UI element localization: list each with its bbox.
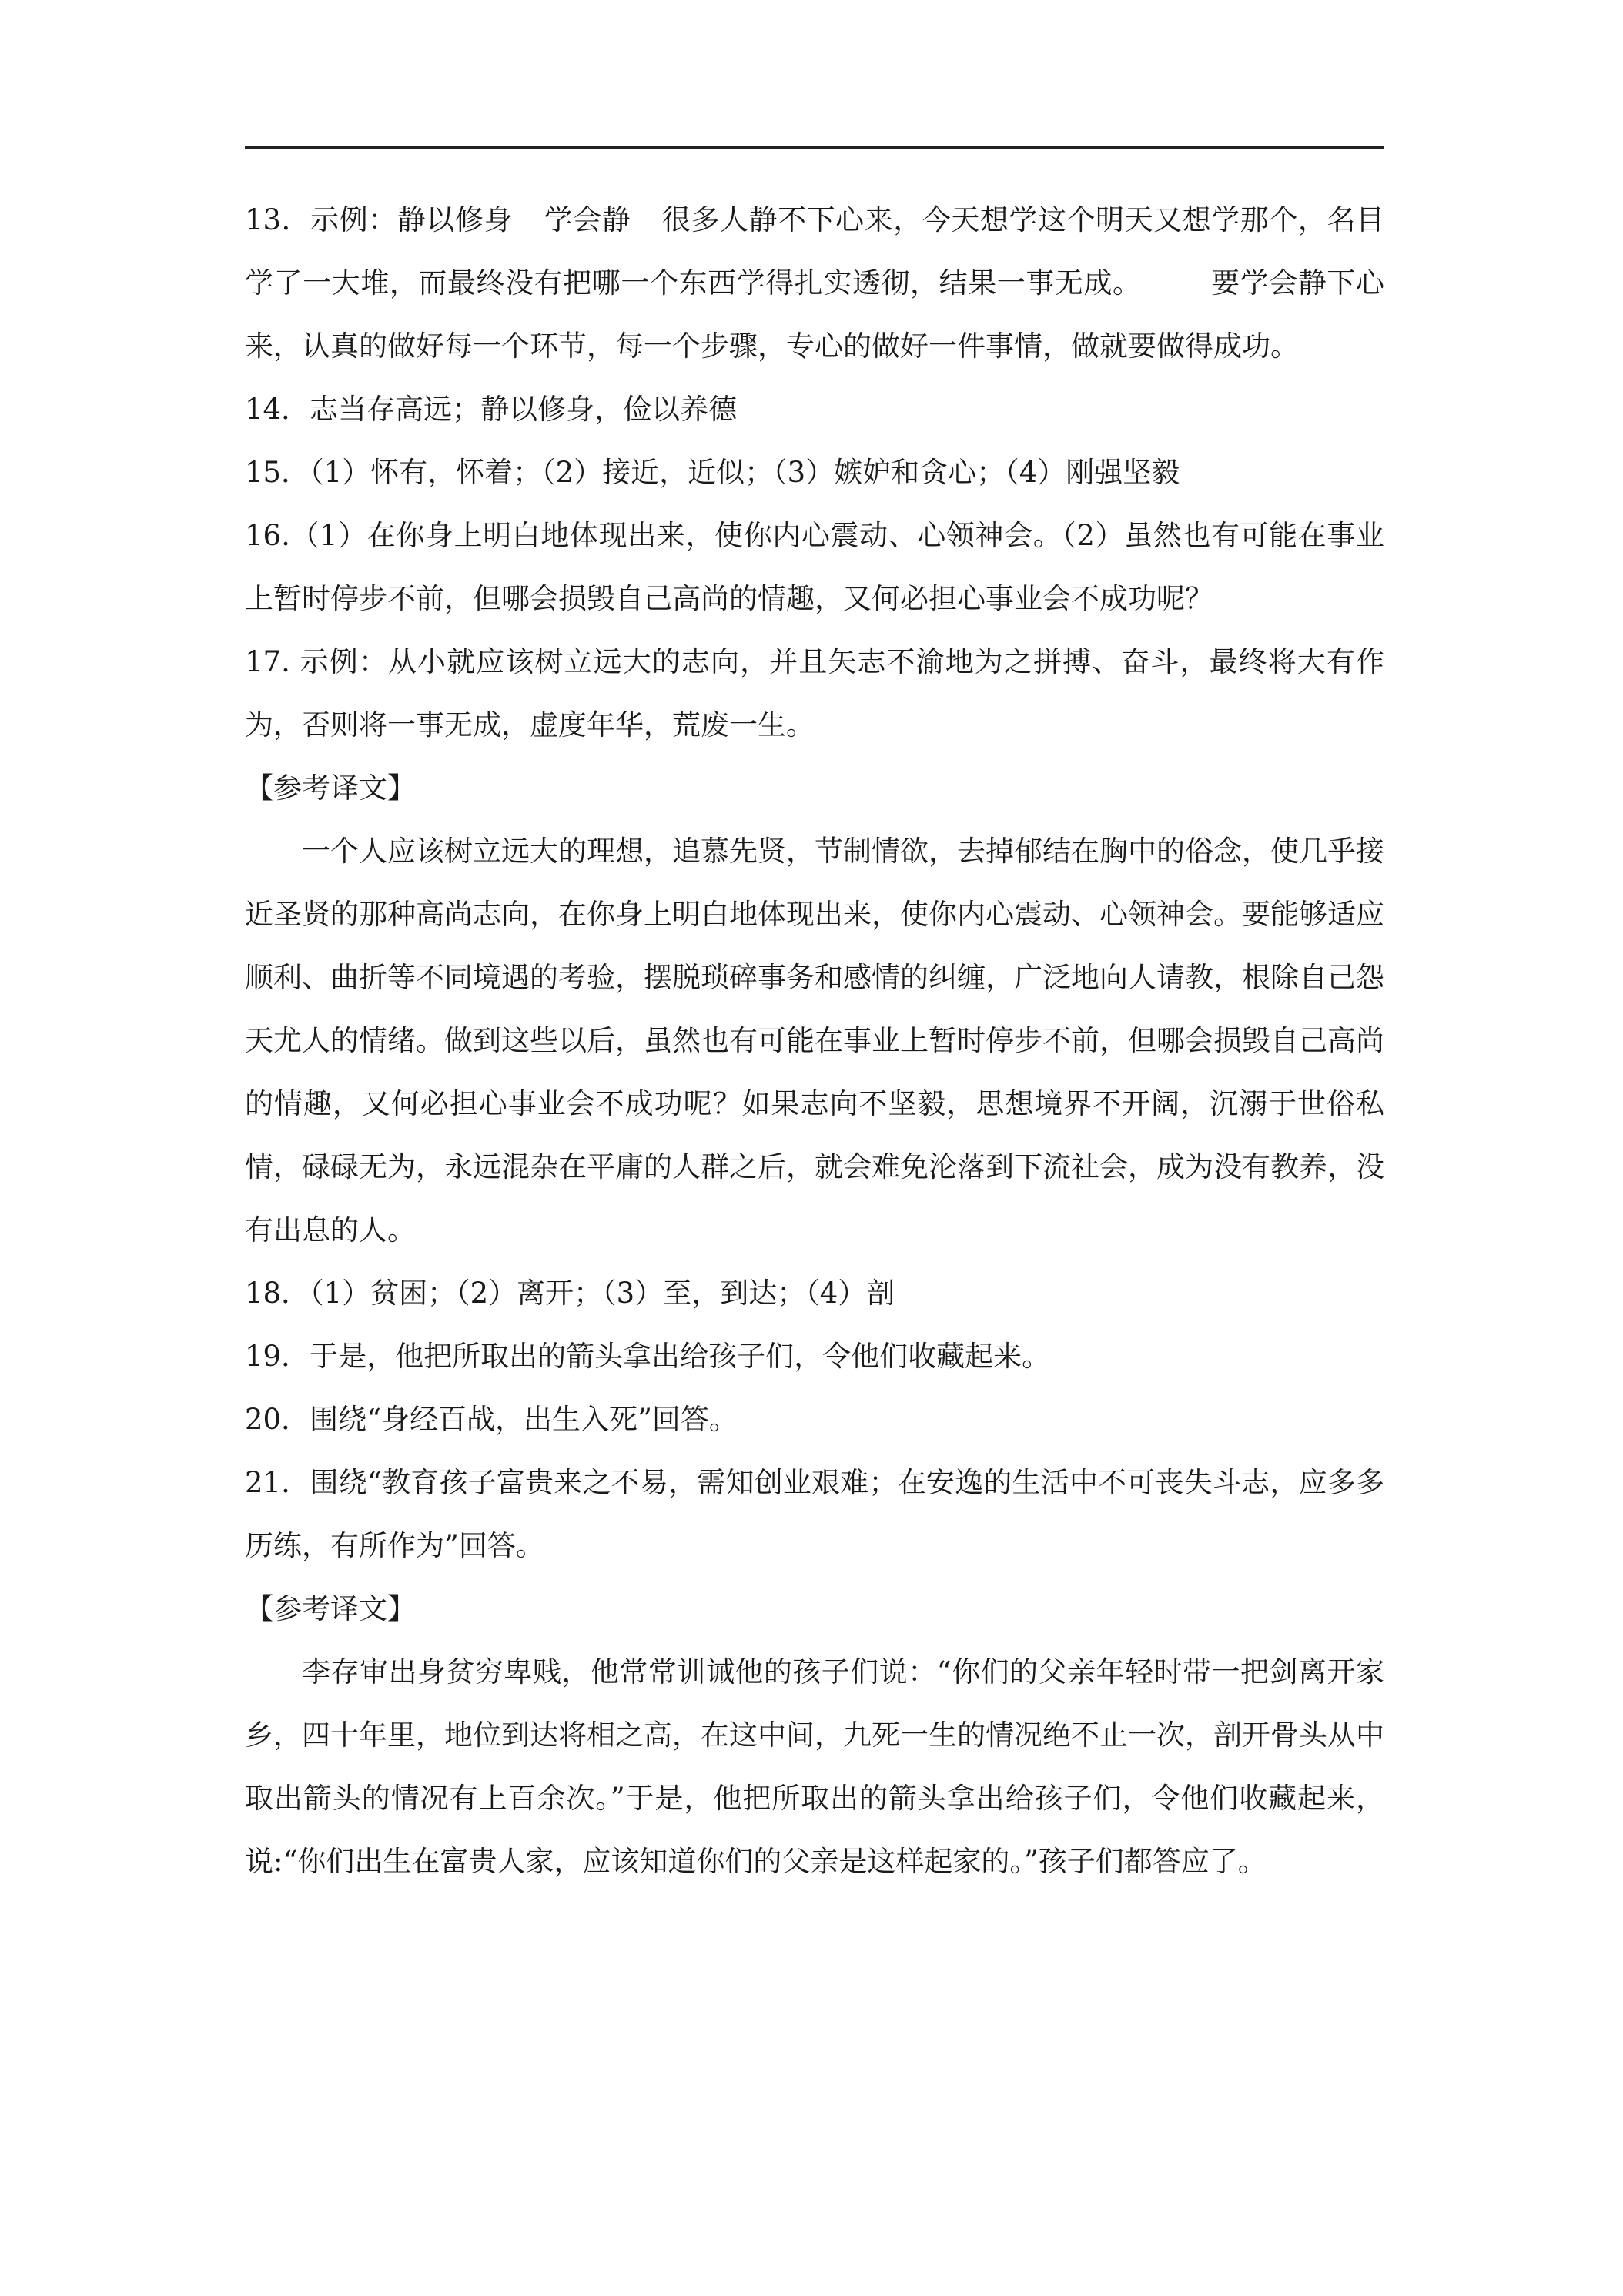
reference-translation-heading-2: 【参考译文】 [245,1592,416,1625]
answer-13 [245,189,1384,378]
answer-13-text2: 要学会静下心来，认真的做好每一个环节，每一个步骤，专心的做好一件事情，做就要做得成功。 [245,266,1384,363]
answer-17: 17. 示例：从小就应该树立远大的志向，并且矢志不渝地为之拼搏、奋斗，最终将大有作为，否则将一事无成，虚度年华，荒废一生。 [245,645,1384,741]
answer-13-label: 13．示例： [245,203,397,236]
reference-translation-2: 李存审出身贫穷卑贱，他常常训诫他的孩子们说：“你们的父亲年轻时带一把剑离开家乡，四十年里，地位到达将相之高，在这中间，九死一生的情况绝不止一次，剖开骨头从中取出箭头的情况有上百余次。”于是，他把所取出的箭头拿出给孩子们，令他们收藏起来，说:“你们出生在富贵人家，应该知道你们的父亲是这样起家的。”孩子们都答应了。 [245,1655,1384,1878]
answer-16: 16.（1）在你身上明白地体现出来，使你内心震动、心领神会。（2）虽然也有可能在事业上暂时停步不前，但哪会损毁自己高尚的情趣，又何必担心事业会不成功呢？ [245,519,1384,615]
reference-translation-heading-1: 【参考译文】 [245,771,416,805]
answer-13-title: 静以修身 [397,203,514,236]
answer-19: 19．于是，他把所取出的箭头拿出给孩子们，令他们收藏起来。 [245,1340,1051,1373]
answer-content [245,189,1384,1893]
answer-15: 15．（1）怀有，怀着；（2）接近，近似；（3）嫉妒和贪心；（4）刚强坚毅 [245,456,1180,489]
answer-13-subtitle: 学会静 [544,203,631,236]
answer-20: 20．围绕“身经百战，出生入死”回答。 [245,1403,738,1436]
answer-21: 21．围绕“教育孩子富贵来之不易，需知创业艰难；在安逸的生活中不可丧失斗志，应多多历练，有所作为”回答。 [245,1466,1384,1562]
reference-translation-1: 一个人应该树立远大的理想，追慕先贤，节制情欲，去掉郁结在胸中的俗念，使几乎接近圣贤的那种高尚志向，在你身上明白地体现出来，使你内心震动、心领神会。要能够适应顺利、曲折等不同境遇的考验，摆脱琐碎事务和感情的纠缠，广泛地向人请教，根除自己怨天尤人的情绪。做到这些以后，虽然也有可能在事业上暂时停步不前，但哪会损毁自己高尚的情趣，又何必担心事业会不成功呢？如果志向不坚毅，思想境界不开阔，沉溺于世俗私情，碌碌无为，永远混杂在平庸的人群之后，就会难免沦落到下流社会，成为没有教养，没有出息的人。 [245,835,1384,1247]
answer-13-text1: 很多人静不下心来，今天想学这个明天又想学那个，名目学了一大堆，而最终没有把哪一个东西学得扎实透彻，结果一事无成。 [245,203,1385,300]
answer-18: 18．（1）贫困；（2）离开；（3）至，到达；（4）剖 [245,1277,895,1310]
header-rule [245,146,1384,149]
answer-14: 14．志当存高远；静以修身，俭以养德 [245,393,738,426]
